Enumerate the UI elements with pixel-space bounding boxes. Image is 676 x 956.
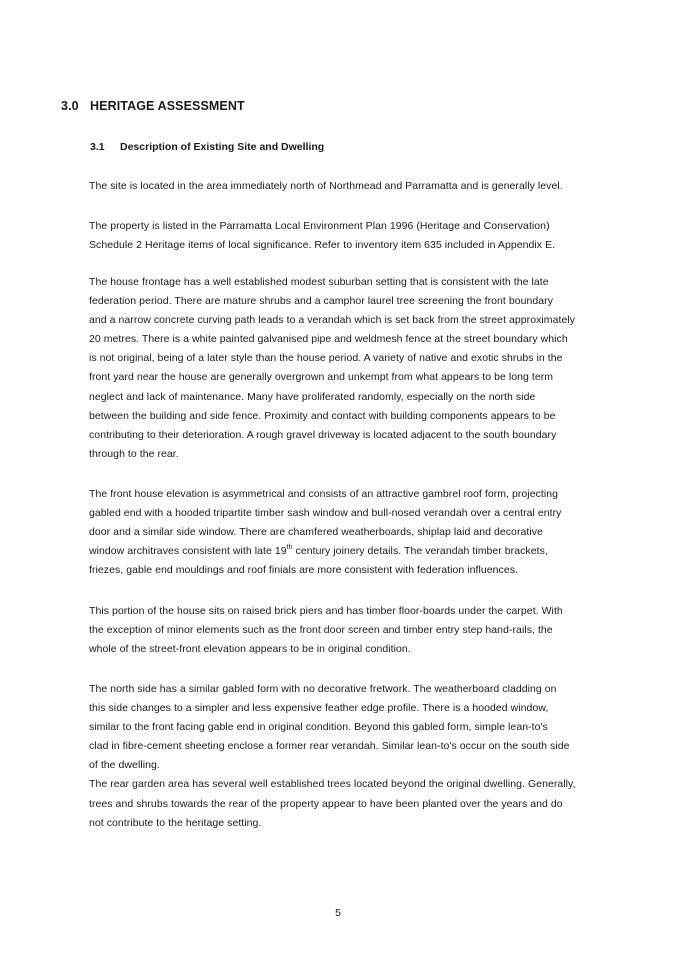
paragraph-line: clad in fibre-cement sheeting enclose a former rear verandah. Similar lean-to's occur on the south side (89, 740, 570, 753)
section-number: 3.0 (61, 99, 79, 113)
paragraph-line (89, 542, 589, 561)
paragraph-heritage-listing (89, 217, 589, 255)
paragraph-line: through to the rear. (89, 447, 179, 460)
paragraph-line: the exception of minor elements such as the front door screen and timber entry step hand-rails, the (89, 624, 553, 637)
paragraph-line: Schedule 2 Heritage items of local significance. Refer to inventory item 635 included in Appendix E. (89, 239, 556, 252)
paragraph-line: whole of the street-front elevation appears to be in original condition. (89, 643, 411, 656)
subsection-heading (90, 141, 324, 153)
paragraph-line: gabled end with a hooded tripartite timber sash window and bull-nosed verandah over a central entry (89, 507, 562, 520)
paragraph-line: The property is listed in the Parramatta Local Environment Plan 1996 (Heritage and Conservation) (89, 220, 550, 232)
paragraph-line: 20 metres. There is a white painted galvanised pipe and weldmesh fence at the street boundary which (89, 333, 568, 346)
paragraph-line: of the dwelling. (89, 759, 160, 772)
paragraph-line: is not original, being of a later style than the house period. A variety of native and exotic shrubs in the (89, 352, 563, 365)
paragraph-line: This portion of the house sits on raised brick piers and has timber floor-boards under the carpet. With (89, 605, 563, 617)
paragraph-line: front yard near the house are generally overgrown and unkempt from what appears to be long term (89, 371, 554, 384)
section-heading (61, 99, 245, 113)
paragraph-line: The north side has a similar gabled form with no decorative fretwork. The weatherboard cladding on (89, 683, 557, 695)
paragraph-site-location (89, 177, 589, 196)
line-text: window architraves consistent with late 19 (89, 545, 287, 558)
paragraph-line: The site is located in the area immediately north of Northmead and Parramatta and is generally level. (89, 180, 563, 192)
section-title: HERITAGE ASSESSMENT (90, 99, 245, 113)
subsection-title: Description of Existing Site and Dwelling (120, 141, 325, 153)
subsection-number: 3.1 (90, 141, 105, 153)
page-number: 5 (335, 907, 341, 919)
paragraph-house-frontage (89, 273, 589, 464)
paragraph-line: not contribute to the heritage setting. (89, 816, 262, 829)
paragraph-house-portion (89, 602, 589, 659)
line-text: century joinery details. The verandah timber brackets, (292, 545, 548, 558)
paragraph-line: this side changes to a simpler and less expensive feather edge profile. There is a hooded window, (89, 702, 549, 715)
paragraph-line: The rear garden area has several well established trees located beyond the original dwelling. Generally, (89, 778, 576, 791)
superscript: th (286, 543, 293, 551)
paragraph-front-elevation (89, 485, 589, 580)
paragraph-line: between the building and side fence. Proximity and contact with building components appears to be (89, 409, 556, 422)
paragraph-line: neglect and lack of maintenance. Many have proliferated randomly, especially on the north side (89, 390, 536, 403)
paragraph-line: similar to the front facing gable end in original condition. Beyond this gabled form, simple lean-to's (89, 721, 548, 734)
paragraph-north-side (89, 680, 589, 833)
paragraph-line: The house frontage has a well established modest suburban setting that is consistent with the late (89, 276, 549, 288)
paragraph-line: federation period. There are mature shrubs and a camphor laurel tree screening the front boundary (89, 295, 554, 308)
paragraph-line: The front house elevation is asymmetrical and consists of an attractive gambrel roof form, projecting (89, 488, 559, 500)
paragraph-line: and a narrow concrete curving path leads to a verandah which is set back from the street approximately (89, 314, 576, 327)
paragraph-line: door and a similar side window. There are chamfered weatherboards, shiplap laid and decorative (89, 526, 543, 539)
paragraph-line: trees and shrubs towards the rear of the property appear to have been planted over the years and do (89, 797, 563, 810)
paragraph-line: friezes, gable end mouldings and roof finials are more consistent with federation influences. (89, 564, 518, 577)
paragraph-line: contributing to their deterioration. A rough gravel driveway is located adjacent to the south boundary (89, 428, 557, 441)
